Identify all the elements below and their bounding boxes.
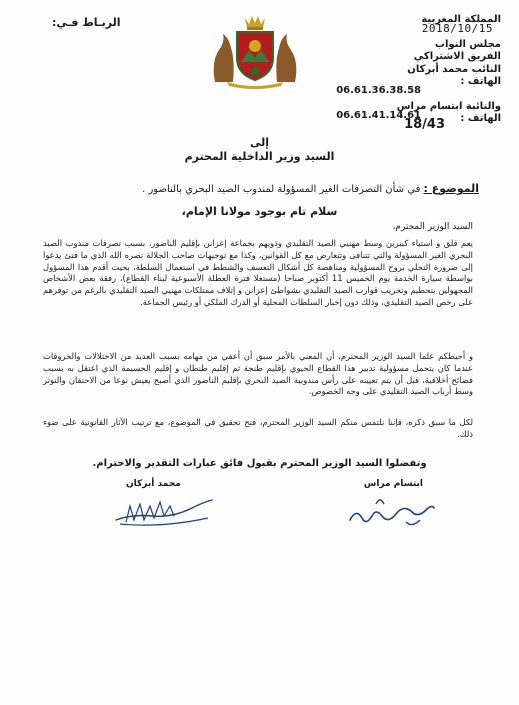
chamber-label: مجلس النواب xyxy=(434,38,501,50)
body-paragraph-2: و أحيطكم علما السيد الوزير المحترم، أن المعني بالأمر سبق أن أعفي من مهامه بسبب العديد من الاختلالات والخروقات عندما كان يتحمل مسؤولية تدبير هذا القطاع الحيوي بإقليم طنجة ثم إقليم طنطان و إقليم الحسيمة الذي اعتقل به بسبب فضائح أخلاقية، قبل أن يتم تعيينه على رأس مندوبية الصيد البحري بإقليم الناضور الذي أصبح يعيش نوعا من الاحتقان والتوتر وسط أرباب الصيد التقليدي على وجه الخصوص. xyxy=(43,351,473,397)
subject-line xyxy=(39,182,479,195)
coat-of-arms-icon xyxy=(205,12,305,90)
deputy-2-label: والنائبة ابتسام مراس xyxy=(396,100,501,112)
body-paragraph-1: يعم قلق و استياء كبيرين وسط مهنيي الصيد التقليدي وذويهم بجماعة إعزانن بإقليم الناضور، بسبب تصرفات مندوب الصيد البحري الغير المسؤولة والتي تتنافى وتتعارض مع كل القوانين، وكذا مع توجيهات صاحب الجلالة نصره الله الذي ما فتئ يدعوا إلى ضرورة التحلي بروح المسؤولية ومناهضة كل أشكال التعسف والشطط في استعمال السلطة، بحيث أقدم هذا المسؤول بواسطة سيارة الخدمة يوم الخميس 11 أكتوبر صباحا (مستغلا فترة العطلة الأسبوعية لبناء القطاع)، رفقة بعض الأشخاص المجهولين بتحطيم وتخريب قوارب الصيد التقليدي بشواطئ إعزانن و إتلاف ممتلكات مهنيي الصيد التقليدي بالرغم من توفرهم على رخص الصيد التقليدي، وذلك دون إخبار السلطات المحلية أو الدرك الملكي أو رئيس الجماعة. xyxy=(43,238,473,307)
body-paragraph-3: لكل ما سبق ذكره، فإننا نلتمس منكم السيد الوزير المحترم، فتح تحقيق في الموضوع، مع ترتيب الآثار القانونية على ضوء ذلك. xyxy=(43,417,473,439)
phone-label-2: الهاتف : xyxy=(460,113,501,124)
greeting: سلام تام بوجود مولانا الإمام، xyxy=(181,205,338,218)
closing-line: وتفضلوا السيد الوزير المحترم بقبول فائق عبارات التقدير والاحترام. xyxy=(92,458,427,469)
signature-left-icon xyxy=(112,494,216,530)
subject-label: الموضوع : xyxy=(423,182,479,195)
deputy-1-label: النائب محمد أبركان xyxy=(407,63,501,75)
place-date-label: الربـاط فـي: xyxy=(52,16,121,29)
letter-date: 2018/10/15 xyxy=(421,22,493,35)
signature-right-icon xyxy=(346,490,438,532)
salutation: السيد الوزير المحترم، xyxy=(392,222,473,232)
signatory-name-right: ابتسام مراس xyxy=(363,479,423,489)
kingdom-label: المملكة المغربية xyxy=(421,14,501,25)
phone-number-1: 06.61.36.38.58 xyxy=(336,85,421,96)
phone-number-2: 06.61.41.14.61 xyxy=(336,110,421,121)
phone-label-1: الهاتف : xyxy=(460,76,501,87)
group-label: الفريق الاشتراكي xyxy=(413,51,501,62)
signatory-name-left: محمد أبركان xyxy=(126,479,181,489)
addressee-name: السيد وزير الداخلية المحترم xyxy=(184,150,335,163)
subject-text: في شأن التصرفات الغير المسؤولة لمندوب الصيد البحري بالناضور . xyxy=(142,184,421,195)
reference-number: 18/43 xyxy=(404,117,445,132)
addressee-prefix: إلى xyxy=(249,136,270,149)
